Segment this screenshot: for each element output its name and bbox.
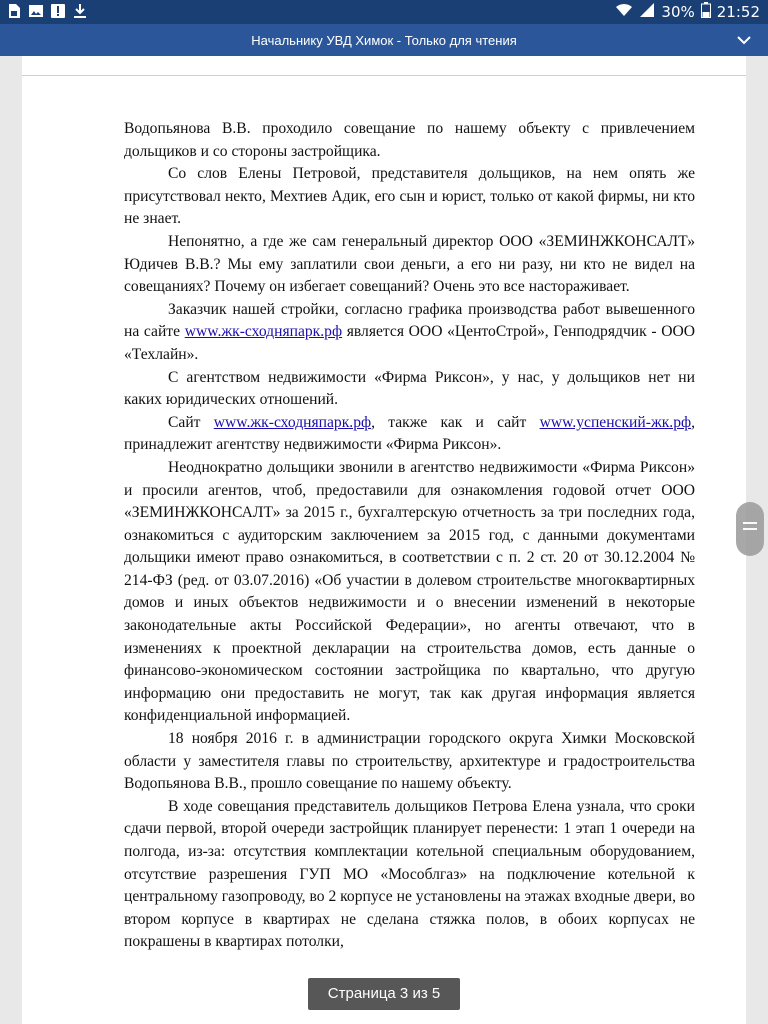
document-viewer[interactable] xyxy=(0,56,768,1024)
document-title-bar[interactable] xyxy=(0,24,768,56)
paragraph: В ходе совещания представитель дольщиков Петрова Елена узнала, что сроки сдачи первой, второй очереди застройщик планирует перенести: 1 этап 1 очереди на полгода, из-за: отсутствия комплектации котельной специальным оборудованием, отсутствие разрешения ГУП МО «Мособлгаз» на подключение котельной к центральному газопроводу, во 2 корпусе не установлены на этажах входные двери, во втором корпусе в квартирах не сделана стяжка полов, в обоих корпусах не покрашены в квартирах потолки, xyxy=(124,797,695,951)
paragraph-text: Заказчик нашей стройки, согласно графика производства работ вывешенного на сайте xyxy=(124,300,695,341)
paragraph-text: , принадлежит агентству недвижимости «Фирма Риксон». xyxy=(124,413,695,454)
notification-icons xyxy=(6,3,88,19)
clock: 21:52 xyxy=(716,3,760,21)
site-link[interactable]: www.жк-сходняпарк.рф xyxy=(184,323,343,341)
battery-percent: 30% xyxy=(661,3,695,21)
site-link[interactable]: www.жк-сходняпарк.рф xyxy=(213,413,372,431)
paragraph-text: является ООО «ЦентоСтрой», Генподрядчик - ООО «Техлайн». xyxy=(124,323,695,363)
paragraph: Неоднократно дольщики звонили в агентство недвижимости «Фирма Риксон» и просили агентов, чтоб, предоставили для ознакомления годовой отчет ООО «ЗЕМИНЖКОНСАЛТ» за 2015 г., бухгалтерскую отчетность за три последних года, ознакомиться с аудиторским заключением за 2015 год, с данными документами дольщики имеют право ознакомиться, в соответствии с п. 2 ст. 20 от 30.12.2004 № 214-ФЗ (ред. от 03.07.2016) «Об участии в долевом строительстве многоквартирных домов и иных объектов недвижимости и о внесении изменений в некоторые законодательные акты Российской Федерации», но агенты отвечают, что в изменениях к проектной декларации на строительства домов, есть данные о финансово-экономическом состоянии застройщика по квартально, что другую информацию они предоставить не могут, так как другая информация является конфиденциальной информацией. xyxy=(124,458,695,725)
battery-icon xyxy=(701,2,711,22)
sim-card-icon xyxy=(6,3,22,19)
chevron-down-icon[interactable] xyxy=(734,30,754,50)
image-icon xyxy=(28,3,44,19)
document-title: Начальнику УВД Химок - Только для чтения xyxy=(251,33,517,48)
document-page xyxy=(22,56,746,1024)
notification-icon xyxy=(50,3,66,19)
paragraph: С агентством недвижимости «Фирма Риксон», у нас, у дольщиков нет ни каких юридических отношений. xyxy=(124,368,695,409)
paragraph: 18 ноября 2016 г. в администрации городского округа Химки Московской области у заместителя главы по строительству, архитектуре и градостроительства Водопьянова В.В., прошло совещание по нашему объекту. xyxy=(124,730,695,793)
system-status xyxy=(615,2,760,22)
page-break-line xyxy=(22,75,746,76)
document-body xyxy=(124,118,695,954)
fast-scroll-handle[interactable] xyxy=(736,502,764,556)
paragraph xyxy=(124,299,695,367)
paragraph-text: Сайт xyxy=(168,413,214,431)
signal-icon xyxy=(639,2,655,22)
status-bar xyxy=(0,0,768,24)
grip-lines-icon xyxy=(743,522,757,534)
download-icon xyxy=(72,3,88,19)
site-link-2[interactable]: www.успенский-жк.рф xyxy=(539,413,692,431)
wifi-icon xyxy=(615,2,633,22)
paragraph xyxy=(124,412,695,457)
paragraph-text: , также как и сайт xyxy=(371,413,540,431)
paragraph: Непонятно, а где же сам генеральный директор ООО «ЗЕМИНЖКОНСАЛТ» Юдичев В.В.? Мы ему заплатили свои деньги, а его ни разу, ни кто не видел на совещаниях? Почему он избегает совещаний? Очень это все настораживает. xyxy=(124,232,695,296)
paragraph: Со слов Елены Петровой, представителя дольщиков, на нем опять же присутствовал некто, Мехтиев Адик, его сын и юрист, только от какой фирмы, ни кто не знает. xyxy=(124,165,695,228)
paragraph: Водопьянова В.В. проходило совещание по нашему объекту с привлечением дольщиков и со стороны застройщика. xyxy=(124,120,695,160)
page-indicator: Страница 3 из 5 xyxy=(308,978,460,1010)
